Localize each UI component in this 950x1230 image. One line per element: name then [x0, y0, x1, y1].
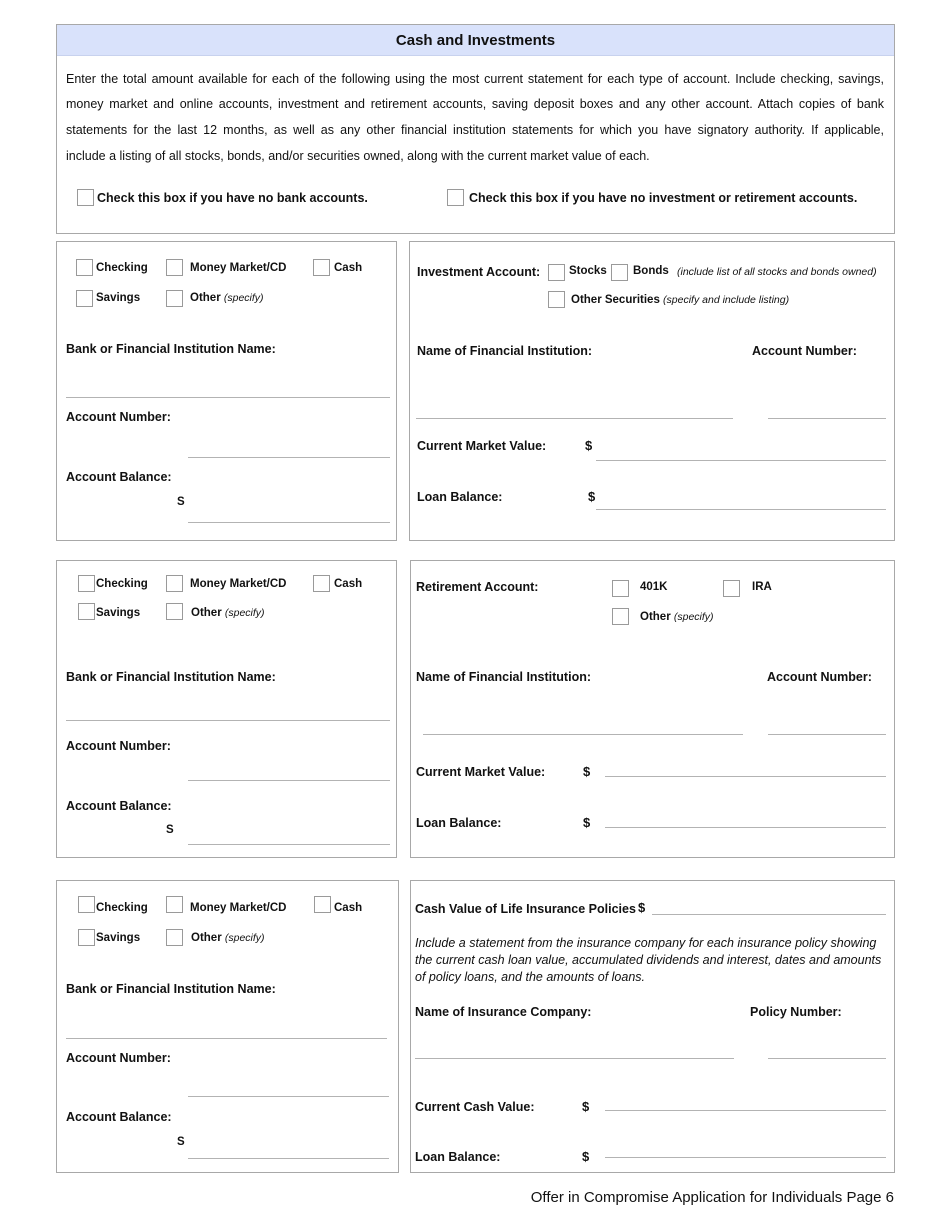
- ira-label: IRA: [752, 581, 772, 593]
- specify-text: (specify): [224, 607, 265, 619]
- money-market-checkbox[interactable]: [166, 259, 183, 276]
- section-title: Cash and Investments: [395, 32, 556, 49]
- retirement-institution-field[interactable]: [423, 734, 743, 735]
- cash-checkbox[interactable]: [313, 575, 330, 592]
- account-number-field[interactable]: [188, 457, 390, 458]
- intro-line: Enter the total amount available for each of the following using the most current statement for each type of account. Include checking, savings,: [66, 72, 884, 86]
- savings-checkbox[interactable]: [78, 603, 95, 620]
- savings-checkbox[interactable]: [78, 929, 95, 946]
- other-text: Other: [191, 932, 222, 944]
- loan-balance-label: Loan Balance:: [415, 1150, 501, 1164]
- dollar-sign: $: [588, 489, 596, 504]
- institution-name-field[interactable]: [66, 720, 390, 721]
- 401k-checkbox[interactable]: [612, 580, 629, 597]
- dollar-sign: $: [585, 438, 593, 453]
- savings-label: Savings: [96, 932, 141, 944]
- cash-label: Cash: [334, 262, 363, 274]
- currency-symbol: S: [177, 1136, 185, 1148]
- checking-checkbox[interactable]: [76, 259, 93, 276]
- bonds-checkbox[interactable]: [611, 264, 628, 281]
- current-market-value-label: Current Market Value:: [416, 765, 546, 779]
- cash-label: Cash: [334, 578, 363, 590]
- other-securities-note: (specify and include listing): [663, 294, 790, 306]
- current-market-value-label: Current Market Value:: [417, 439, 547, 453]
- insurance-company-field[interactable]: [415, 1058, 734, 1059]
- loan-balance-field[interactable]: [605, 1157, 886, 1158]
- retirement-other-checkbox[interactable]: [612, 608, 629, 625]
- financial-institution-label: Name of Financial Institution:: [417, 344, 593, 358]
- other-checkbox[interactable]: [166, 603, 183, 620]
- no-investment-accounts-label: Check this box if you have no investment or retirement accounts.: [469, 191, 858, 205]
- investment-account-label: Investment Account:: [417, 265, 541, 279]
- dollar-sign: $: [582, 1099, 590, 1114]
- loan-balance-field[interactable]: [596, 509, 886, 510]
- investment-account-number-label: Account Number:: [752, 344, 857, 358]
- cash-label: Cash: [334, 902, 363, 914]
- policy-number-label: Policy Number:: [750, 1005, 842, 1019]
- retirement-account-number-label: Account Number:: [767, 670, 872, 684]
- stocks-label: Stocks: [569, 265, 607, 277]
- no-investment-accounts-checkbox[interactable]: [447, 189, 464, 206]
- intro-line: money market and online accounts, investment and retirement accounts, saving deposit boxes and any other account. Attach copies of bank: [66, 97, 884, 111]
- dollar-sign: $: [583, 815, 591, 830]
- other-text: Other: [190, 292, 221, 304]
- currency-symbol: S: [177, 496, 185, 508]
- intro-line: include a listing of all stocks, bonds, and/or securities owned, along with the current market value of each.: [66, 149, 650, 163]
- cash-checkbox[interactable]: [314, 896, 331, 913]
- money-market-checkbox[interactable]: [166, 575, 183, 592]
- account-number-label: Account Number:: [66, 739, 171, 753]
- money-market-label: Money Market/CD: [190, 902, 287, 914]
- institution-name-field[interactable]: [66, 1038, 387, 1039]
- money-market-checkbox[interactable]: [166, 896, 183, 913]
- investment-institution-field[interactable]: [416, 418, 733, 419]
- bank-account-box-2: [56, 560, 397, 858]
- money-market-label: Money Market/CD: [190, 262, 287, 274]
- current-cash-value-label: Current Cash Value:: [415, 1100, 535, 1114]
- other-label: [191, 607, 265, 619]
- bonds-label: Bonds: [633, 265, 669, 277]
- currency-symbol: S: [166, 824, 174, 836]
- savings-checkbox[interactable]: [76, 290, 93, 307]
- other-checkbox[interactable]: [166, 929, 183, 946]
- specify-text: (specify): [673, 611, 714, 623]
- dollar-sign: $: [583, 764, 591, 779]
- 401k-label: 401K: [640, 581, 668, 593]
- money-market-label: Money Market/CD: [190, 578, 287, 590]
- insurance-company-label: Name of Insurance Company:: [415, 1005, 592, 1019]
- loan-balance-label: Loan Balance:: [417, 490, 503, 504]
- other-securities-checkbox[interactable]: [548, 291, 565, 308]
- other-label: [190, 292, 264, 304]
- life-insurance-label: Cash Value of Life Insurance Policies: [415, 902, 636, 916]
- dollar-sign: $: [638, 900, 646, 915]
- no-bank-accounts-label: Check this box if you have no bank accounts.: [97, 191, 368, 205]
- cash-value-field[interactable]: [605, 1110, 886, 1111]
- market-value-field[interactable]: [605, 776, 886, 777]
- other-label: [191, 932, 265, 944]
- institution-name-label: Bank or Financial Institution Name:: [66, 982, 276, 996]
- investment-account-number-field[interactable]: [768, 418, 886, 419]
- account-number-label: Account Number:: [66, 410, 171, 424]
- life-insurance-value-field[interactable]: [652, 914, 886, 915]
- savings-label: Savings: [96, 292, 141, 304]
- account-balance-field[interactable]: [188, 844, 390, 845]
- account-number-field[interactable]: [188, 1096, 389, 1097]
- market-value-field[interactable]: [596, 460, 886, 461]
- checking-checkbox[interactable]: [78, 575, 95, 592]
- account-balance-label: Account Balance:: [66, 1110, 172, 1124]
- bank-account-box-1: [56, 241, 397, 541]
- institution-name-field[interactable]: [66, 397, 390, 398]
- dollar-sign: $: [582, 1149, 590, 1164]
- insurance-note-line: of policy loans, and the amounts of loans.: [415, 970, 646, 984]
- page-footer: Offer in Compromise Application for Individuals Page 6: [530, 1189, 894, 1206]
- account-balance-label: Account Balance:: [66, 470, 172, 484]
- intro-line: statements for the last 12 months, as well as any other financial institution statements for which you have signatory authority. If applicable,: [66, 123, 884, 137]
- loan-balance-label: Loan Balance:: [416, 816, 502, 830]
- life-insurance-box: [410, 880, 895, 1173]
- checking-label: Checking: [96, 902, 148, 914]
- institution-name-label: Bank or Financial Institution Name:: [66, 670, 276, 684]
- stocks-checkbox[interactable]: [548, 264, 565, 281]
- insurance-note-line: Include a statement from the insurance company for each insurance policy showing: [415, 936, 877, 950]
- other-securities-label: [571, 294, 789, 306]
- cash-checkbox[interactable]: [313, 259, 330, 276]
- account-number-field[interactable]: [188, 780, 390, 781]
- section-header: [57, 25, 894, 56]
- ira-checkbox[interactable]: [723, 580, 740, 597]
- checking-label: Checking: [96, 578, 148, 590]
- other-securities-text: Other Securities: [571, 294, 660, 306]
- bonds-note: (include list of all stocks and bonds owned): [677, 266, 877, 278]
- loan-balance-field[interactable]: [605, 827, 886, 828]
- retirement-account-number-field[interactable]: [768, 734, 886, 735]
- specify-text: (specify): [223, 292, 264, 304]
- financial-institution-label: Name of Financial Institution:: [416, 670, 592, 684]
- specify-text: (specify): [224, 932, 265, 944]
- retirement-account-label: Retirement Account:: [416, 580, 539, 594]
- retirement-account-box: [410, 560, 895, 858]
- other-checkbox[interactable]: [166, 290, 183, 307]
- checking-checkbox[interactable]: [78, 896, 95, 913]
- account-balance-field[interactable]: [188, 1158, 389, 1159]
- institution-name-label: Bank or Financial Institution Name:: [66, 342, 276, 356]
- bank-account-box-3: [56, 880, 399, 1173]
- no-bank-accounts-checkbox[interactable]: [77, 189, 94, 206]
- savings-label: Savings: [96, 607, 141, 619]
- retirement-other-label: [640, 611, 714, 623]
- account-balance-label: Account Balance:: [66, 799, 172, 813]
- account-number-label: Account Number:: [66, 1051, 171, 1065]
- other-text: Other: [191, 607, 222, 619]
- policy-number-field[interactable]: [768, 1058, 886, 1059]
- insurance-note-line: the current cash loan value, accumulated dividends and interest, dates and amounts: [415, 953, 882, 967]
- account-balance-field[interactable]: [188, 522, 390, 523]
- other-text: Other: [640, 611, 671, 623]
- checking-label: Checking: [96, 262, 148, 274]
